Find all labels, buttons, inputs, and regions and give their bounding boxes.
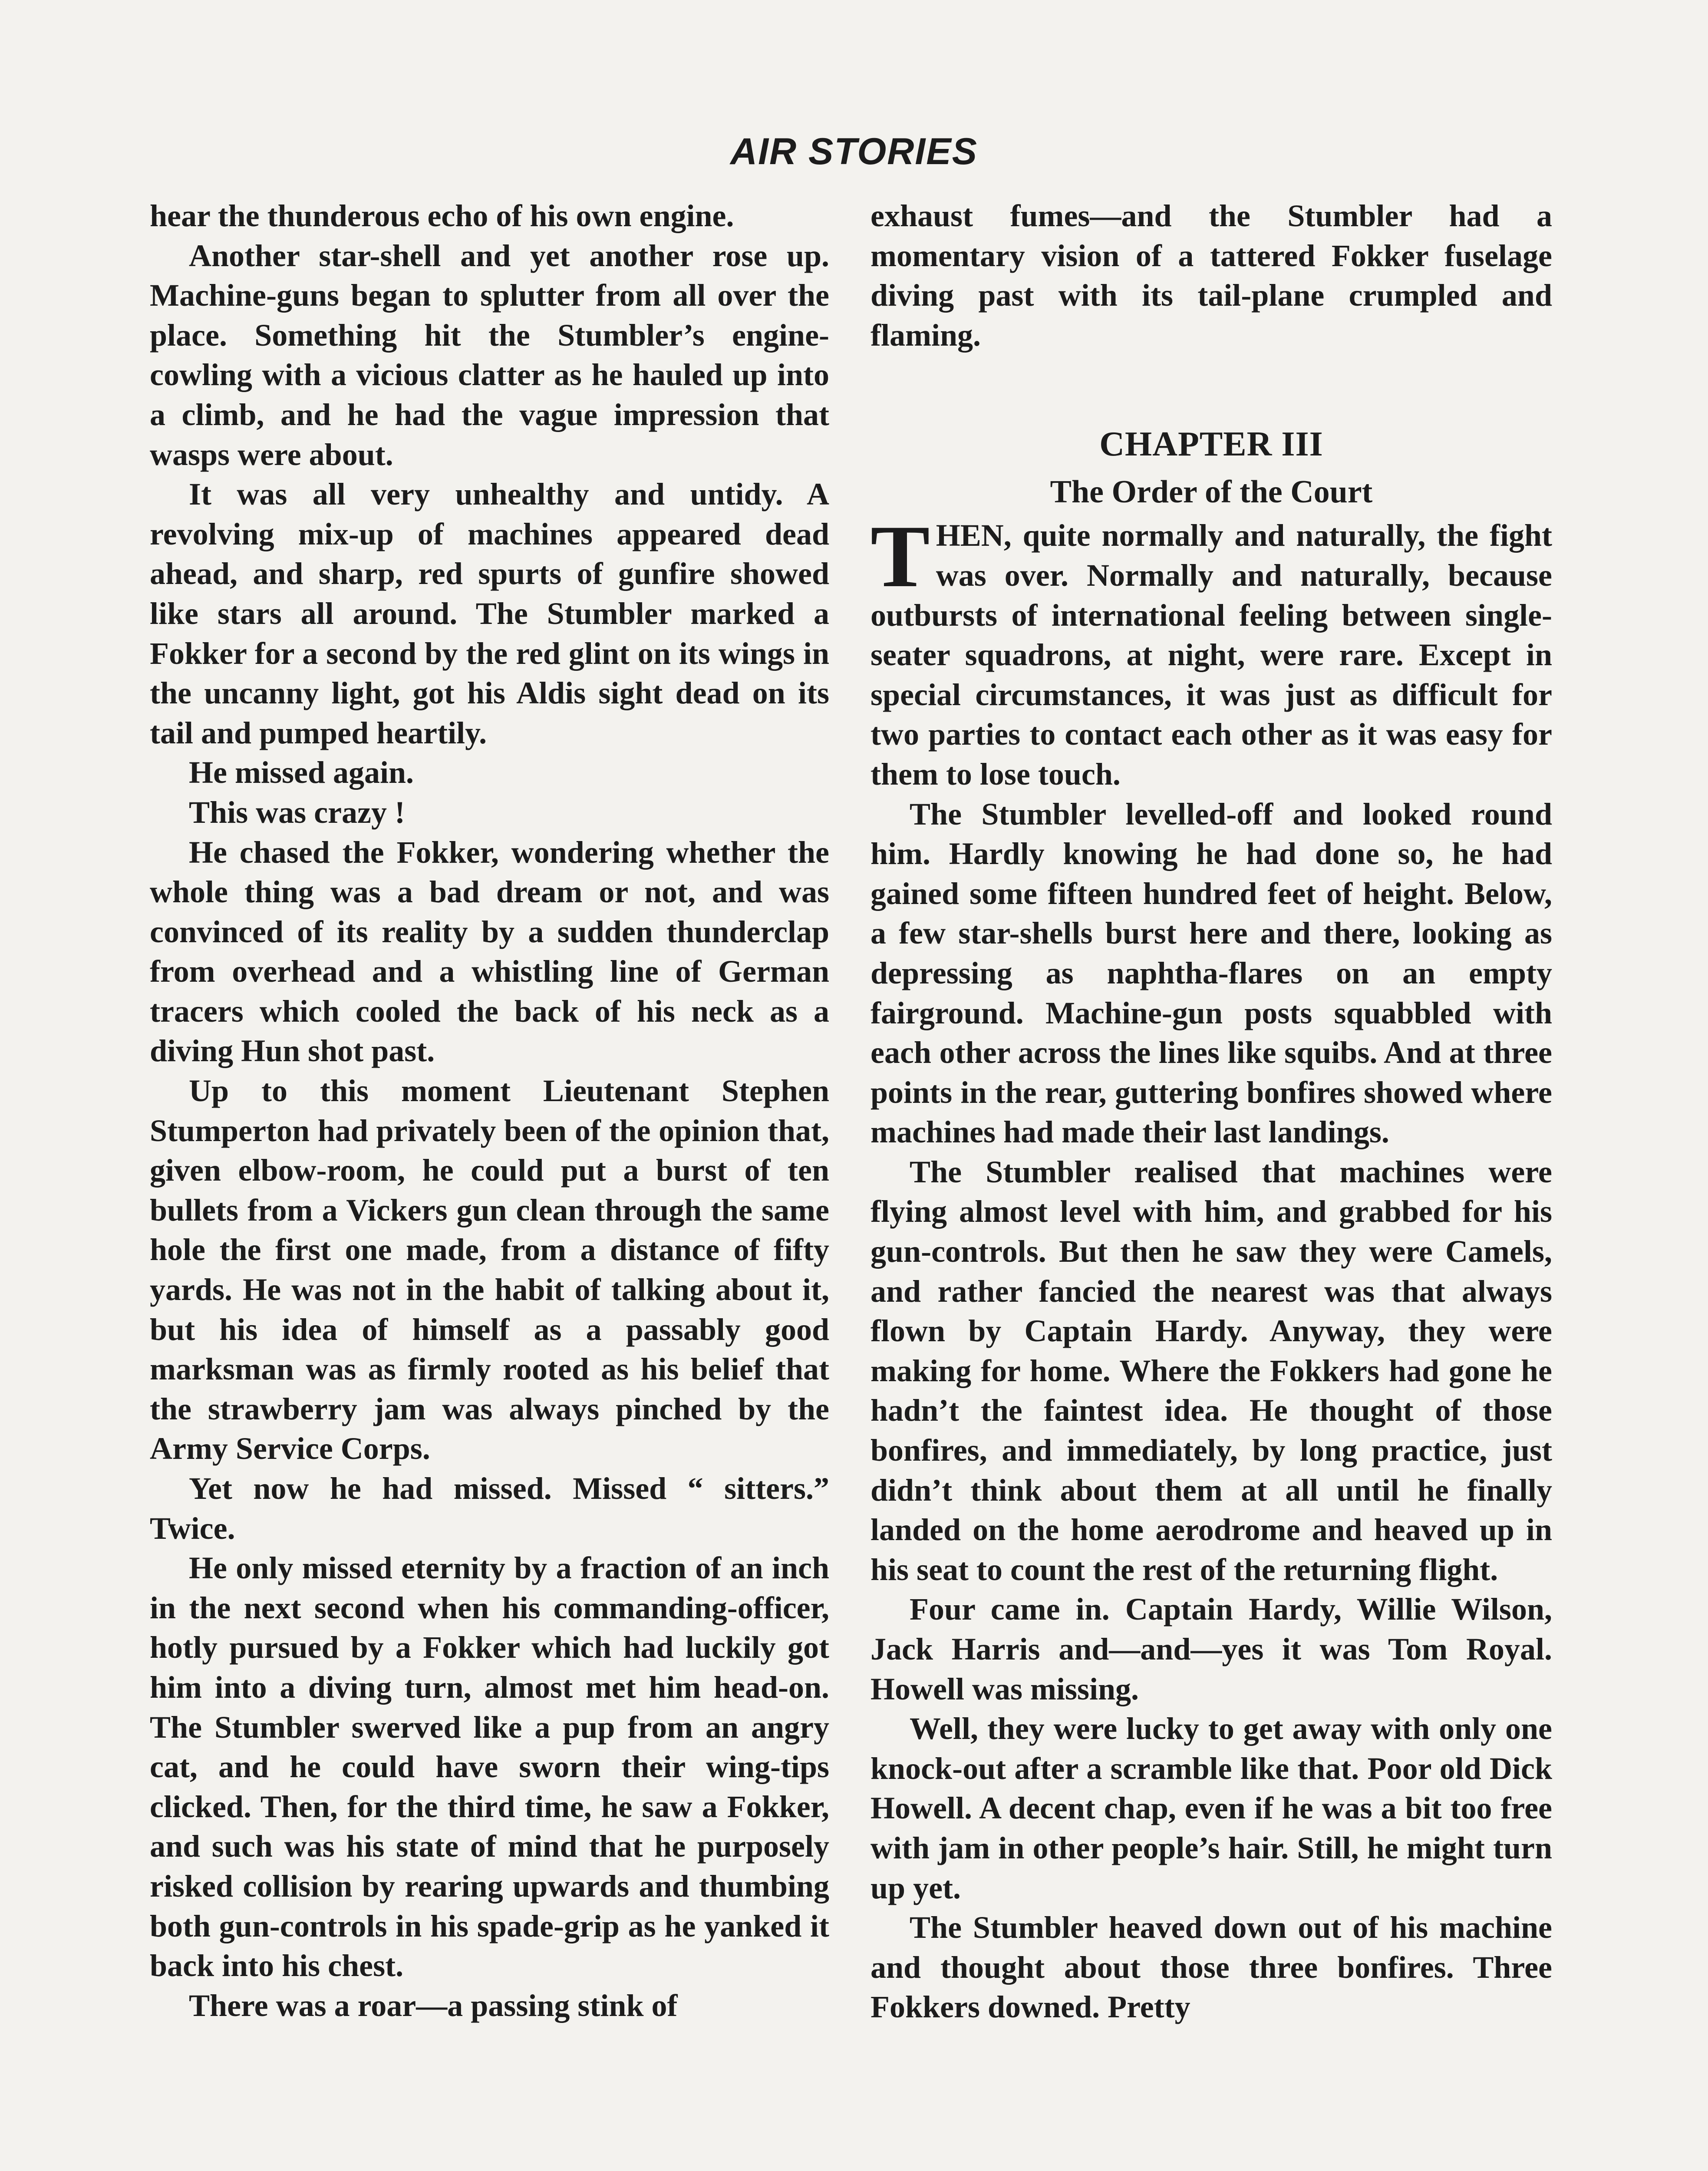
- paragraph: Four came in. Captain Hardy, Willie Wilson, Jack Harris and—and—yes it was Tom Royal. Howell was missing.: [870, 1592, 1552, 1706]
- right-column: [870, 196, 1552, 2027]
- paragraph: Up to this moment Lieutenant Stephen Stumperton had privately been of the opinion that, given elbow-room, he could put a burst of ten bullets from a Vickers gun clean through the same hole the first one made, from a distance of fifty yards. He was not in the habit of talking about it, but his idea of himself as a passably good marksman was as firmly rooted as his belief that the strawberry jam was always pinched by the Army Service Corps.: [150, 1073, 829, 1466]
- paragraph: There was a roar—a passing stink of: [189, 1988, 678, 2023]
- paragraph: Yet now he had missed. Missed “ sitters.” Twice.: [150, 1471, 829, 1546]
- paragraph: It was all very unhealthy and untidy. A revolving mix-up of machines appeared dead ahead, and sharp, red spurts of gunfire showed like stars all around. The Stumbler marked a Fokker for a second by the red glint on its wings in the uncanny light, got his Aldis sight dead on its tail and pumped heartily.: [150, 477, 829, 750]
- paragraph: The Stumbler levelled-off and looked round him. Hardly knowing he had done so, he had gained some fifteen hundred feet of height. Below, a few star-shells burst here and there, looking as depressing as naphtha-flares on an empty fairground. Machine-gun posts squabbled with each other across the lines like squibs. And at three points in the rear, guttering bonfires showed where machines had made their last landings.: [870, 796, 1552, 1150]
- chapter-heading: CHAPTER III: [1099, 425, 1323, 464]
- paragraph: Well, they were lucky to get away with only one knock-out after a scramble like that. Poor old Dick Howell. A decent chap, even if he was a bit too free with jam in other people’s hair. Still, he might turn up yet.: [870, 1711, 1552, 1905]
- paragraph: The Stumbler realised that machines were flying almost level with him, and grabbed for his gun-controls. But then he saw they were Camels, and rather fancied the nearest was that always flown by Captain Hardy. Anyway, they were making for home. Where the Fokkers had gone he hadn’t the faintest idea. He thought of those bonfires, and immediately, by long practice, just didn’t think about them at all until he finally landed on the home aerodrome and heaved up in his seat to count the rest of the returning flight.: [870, 1154, 1552, 1587]
- paragraph: He only missed eternity by a fraction of an inch in the next second when his commanding-officer, hotly pursued by a Fokker which had luckily got him into a diving turn, almost met him head-on. The Stumbler swerved like a pup from an angry cat, and he could have sworn their wing-tips clicked. Then, for the third time, he saw a Fokker, and such was his state of mind that he purposely risked collision by rearing upwards and thumbing both gun-controls in his spade-grip as he yanked it back into his chest.: [150, 1551, 829, 1983]
- paragraph: The Stumbler heaved down out of his machine and thought about those three bonfires. Three Fokkers downed. Pretty: [870, 1910, 1552, 2025]
- running-head-title: AIR STORIES: [730, 131, 978, 172]
- paragraph: exhaust fumes—and the Stumbler had a momentary vision of a tattered Fokker fuselage diving past with its tail-plane crumpled and flaming.: [870, 198, 1552, 353]
- chapter-title: The Order of the Court: [1050, 474, 1373, 510]
- chapter-opening-paragraph: [870, 507, 1552, 794]
- paragraph: This was crazy !: [189, 795, 405, 830]
- paragraph: hear the thunderous echo of his own engine.: [150, 198, 734, 233]
- opening-text: HEN, quite normally and naturally, the fight was over. Normally and naturally, because outbursts of international feeling between single-seater squadrons, at night, were rare. Except in special circumstances, it was just as difficult for two parties to contact each other as it was easy for them to lose touch.: [870, 518, 1552, 792]
- paragraph: He missed again.: [189, 755, 414, 790]
- paragraph: Another star-shell and yet another rose up. Machine-guns began to splutter from all over the place. Something hit the Stumbler’s engine-cowling with a vicious clatter as he hauled up into a climb, and he had the vague impression that wasps were about.: [150, 238, 829, 472]
- paragraph: He chased the Fokker, wondering whether the whole thing was a bad dream or not, and was convinced of its reality by a sudden thunderclap from overhead and a whistling line of German tracers which cooled the back of his neck as a diving Hun shot past.: [150, 835, 829, 1069]
- left-column: [150, 196, 829, 2026]
- drop-cap: T: [870, 507, 930, 606]
